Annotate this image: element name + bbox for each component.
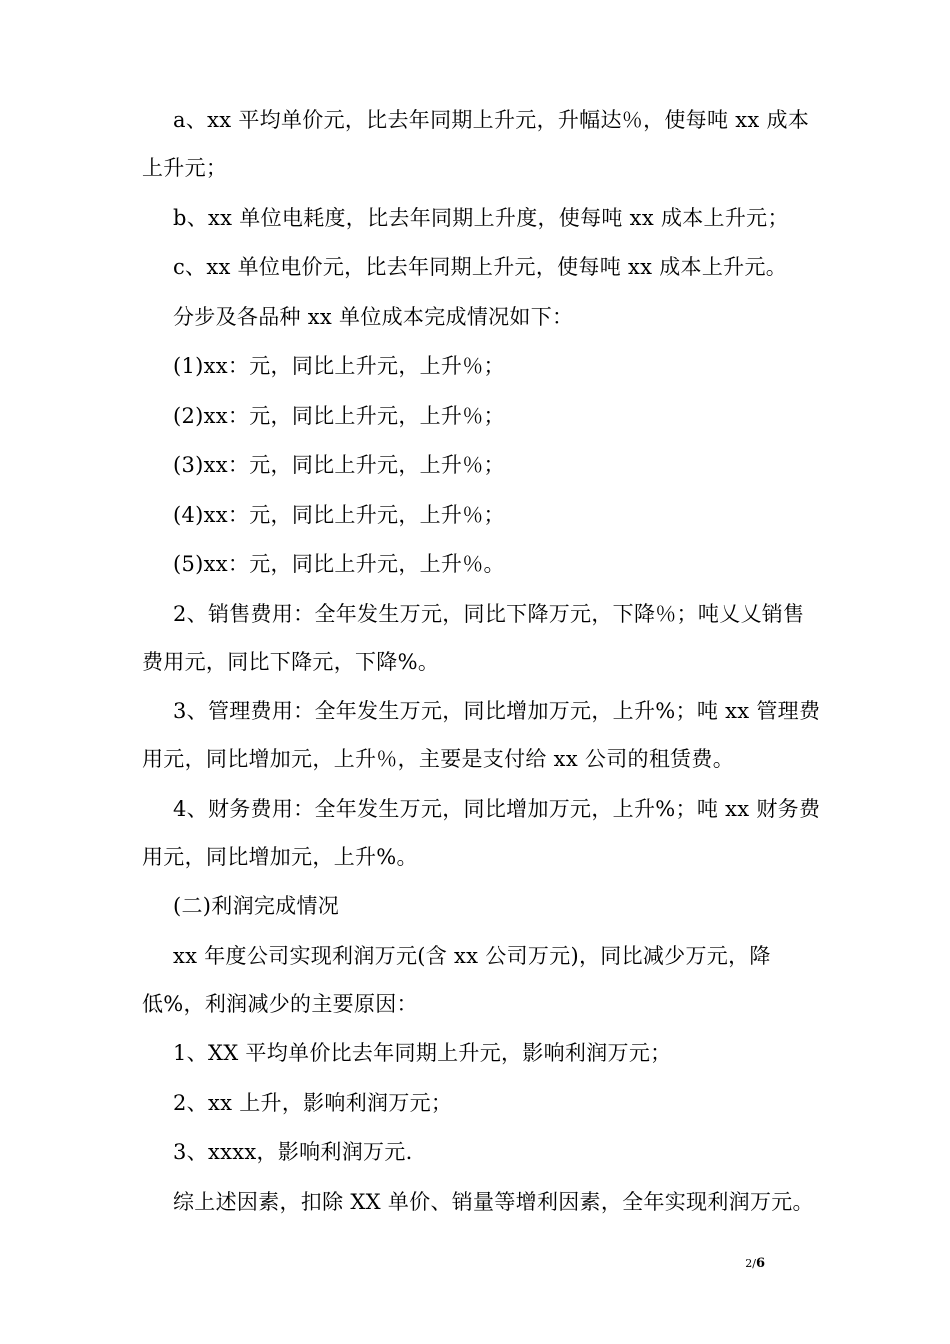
list-item-4: (4)xx：元，同比上升元，上升％； [173, 502, 505, 527]
list-item-reason-3: 3、xxxx，影响利润万元. [173, 1140, 413, 1164]
paragraph-cost-c: c、xx 单位电价元，比去年同期上升元，使每吨 xx 成本上升元。 [173, 255, 788, 279]
paragraph-finance-expense: 4、财务费用：全年发生万元，同比增加万元，上升%；吨 xx 财务费用元，同比增加元，上升%。 [142, 796, 821, 869]
section-heading-profit: (二)利润完成情况 [173, 894, 340, 918]
list-item-reason-1: 1、XX 平均单价比去年同期上升元，影响利润万元； [173, 1041, 672, 1065]
page-number [745, 1256, 765, 1271]
paragraph-conclusion: 综上述因素，扣除 XX 单价、销量等增利因素，全年实现利润万元。 [173, 1189, 814, 1214]
page-number-current: 2/ [745, 1257, 756, 1270]
paragraph-cost-b: b、xx 单位电耗度，比去年同期上升度，使每吨 xx 成本上升元； [173, 205, 789, 230]
document-body [142, 96, 822, 1227]
paragraph-unit-cost-intro: 分步及各品种 xx 单位成本完成情况如下： [173, 304, 574, 329]
list-item-1: (1)xx：元，同比上升元，上升％； [173, 354, 505, 378]
list-item-reason-2: 2、xx 上升，影响利润万元； [173, 1090, 453, 1115]
page-number-total: 6 [755, 1256, 765, 1271]
list-item-5: (5)xx：元，同比上升元，上升％。 [173, 552, 505, 576]
paragraph-profit-summary: xx 年度公司实现利润万元(含 xx 公司万元)，同比减少万元，降低%，利润减少的主要原因： [142, 943, 771, 1016]
paragraph-cost-a: a、xx 平均单价元，比去年同期上升元，升幅达％，使每吨 xx 成本上升元； [142, 108, 810, 180]
list-item-3: (3)xx：元，同比上升元，上升％； [173, 453, 505, 477]
paragraph-admin-expense: 3、管理费用：全年发生万元，同比增加万元，上升%；吨 xx 管理费用元，同比增加元，上升％，主要是支付给 xx 公司的租赁费。 [142, 699, 821, 771]
list-item-2: (2)xx：元，同比上升元，上升％； [173, 403, 505, 428]
paragraph-sales-expense: 2、销售费用：全年发生万元，同比下降万元，下降％；吨乂乂销售费用元，同比下降元，下降%。 [142, 601, 805, 674]
